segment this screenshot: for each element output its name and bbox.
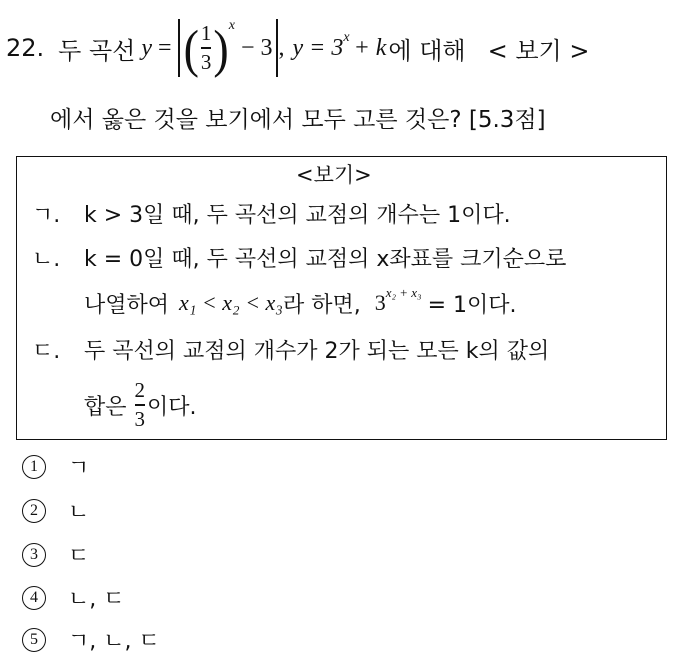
item-text-b-exp: x₂ + x₃ <box>385 285 422 300</box>
item-text: k > 3일 때, 두 곡선의 교점의 개수는 1이다. <box>84 202 511 228</box>
bogi-item-digeut-line-b <box>84 376 197 434</box>
item-marker: ㄱ. <box>32 202 61 228</box>
paren-left: ( <box>183 18 199 78</box>
question-post-text: 에 대해 <box>388 36 466 65</box>
bogi-reference: < 보기 > <box>487 36 590 65</box>
choice-label: ㄱ, ㄴ, ㄷ <box>68 629 160 654</box>
comma: , <box>278 34 285 61</box>
choice-2[interactable] <box>22 495 89 526</box>
item-text-a: 두 곡선의 교점의 개수가 2가 되는 모든 k의 값의 <box>84 338 550 364</box>
choice-label: ㄱ <box>68 456 90 481</box>
question-line-2 <box>50 100 546 134</box>
item-marker: ㄷ. <box>32 338 61 364</box>
frac-bar <box>135 404 146 406</box>
frac-numerator: 2 <box>134 378 146 402</box>
bogi-item-nieun-line-b <box>84 286 516 320</box>
bogi-item-digeut-line-a <box>32 332 549 366</box>
minus-three: − 3 <box>240 34 273 61</box>
frac-denominator: 3 <box>200 50 212 74</box>
item-text-b-pre: 합은 <box>84 394 127 420</box>
item-text-b-end: = 1이다. <box>427 292 517 318</box>
choice-4[interactable] <box>22 582 125 613</box>
item-text-b-eq: 3 <box>374 290 386 315</box>
eq2-exp: x <box>343 30 350 45</box>
frac-denominator: 3 <box>134 407 146 431</box>
fraction-two-thirds <box>135 380 146 430</box>
choice-number-circle: 5 <box>22 628 46 652</box>
item-text-a: k = 0일 때, 두 곡선의 교점의 x좌표를 크기순으로 <box>84 246 567 272</box>
choice-label: ㄷ <box>68 544 90 569</box>
choice-label: ㄴ, ㄷ <box>68 587 125 612</box>
item-text-b-mid: 라 하면, <box>282 292 361 318</box>
item-text-b-end: 이다. <box>147 394 197 420</box>
choice-1[interactable] <box>22 451 89 482</box>
choice-number-circle: 1 <box>22 455 46 479</box>
choice-number-circle: 3 <box>22 543 46 567</box>
eq2-rest: + k <box>353 34 387 61</box>
abs-bar-left <box>178 19 180 77</box>
item-marker: ㄴ. <box>32 246 61 272</box>
bogi-item-nieun-line-a <box>32 240 566 274</box>
frac-bar <box>201 47 212 49</box>
question-line-2-text: 에서 옳은 것을 보기에서 모두 고른 것은? [5.3점] <box>50 106 546 133</box>
bogi-item-giyeok <box>32 196 511 230</box>
paren-right: ) <box>213 18 229 78</box>
item-text-b-pre: 나열하여 <box>84 292 170 318</box>
question-number: 22. <box>6 34 45 62</box>
fraction-one-third <box>201 23 212 73</box>
question-line-1 <box>6 18 589 78</box>
choice-number-circle: 2 <box>22 499 46 523</box>
eq1-sign: = <box>158 34 172 61</box>
bogi-title-text: <보기> <box>296 163 372 187</box>
bogi-title <box>296 160 372 188</box>
choice-label: ㄴ <box>68 500 90 525</box>
frac-numerator: 1 <box>200 21 212 45</box>
choice-5[interactable] <box>22 624 160 655</box>
choice-3[interactable] <box>22 539 89 570</box>
exp-x: x <box>228 18 235 33</box>
eq1-lhs: y <box>141 34 153 61</box>
item-text-b-math: x₁ < x₂ < x₃ <box>179 290 283 315</box>
eq2: y = 3 <box>292 34 344 61</box>
choice-number-circle: 4 <box>22 586 46 610</box>
question-pre-text: 두 곡선 <box>58 36 136 65</box>
